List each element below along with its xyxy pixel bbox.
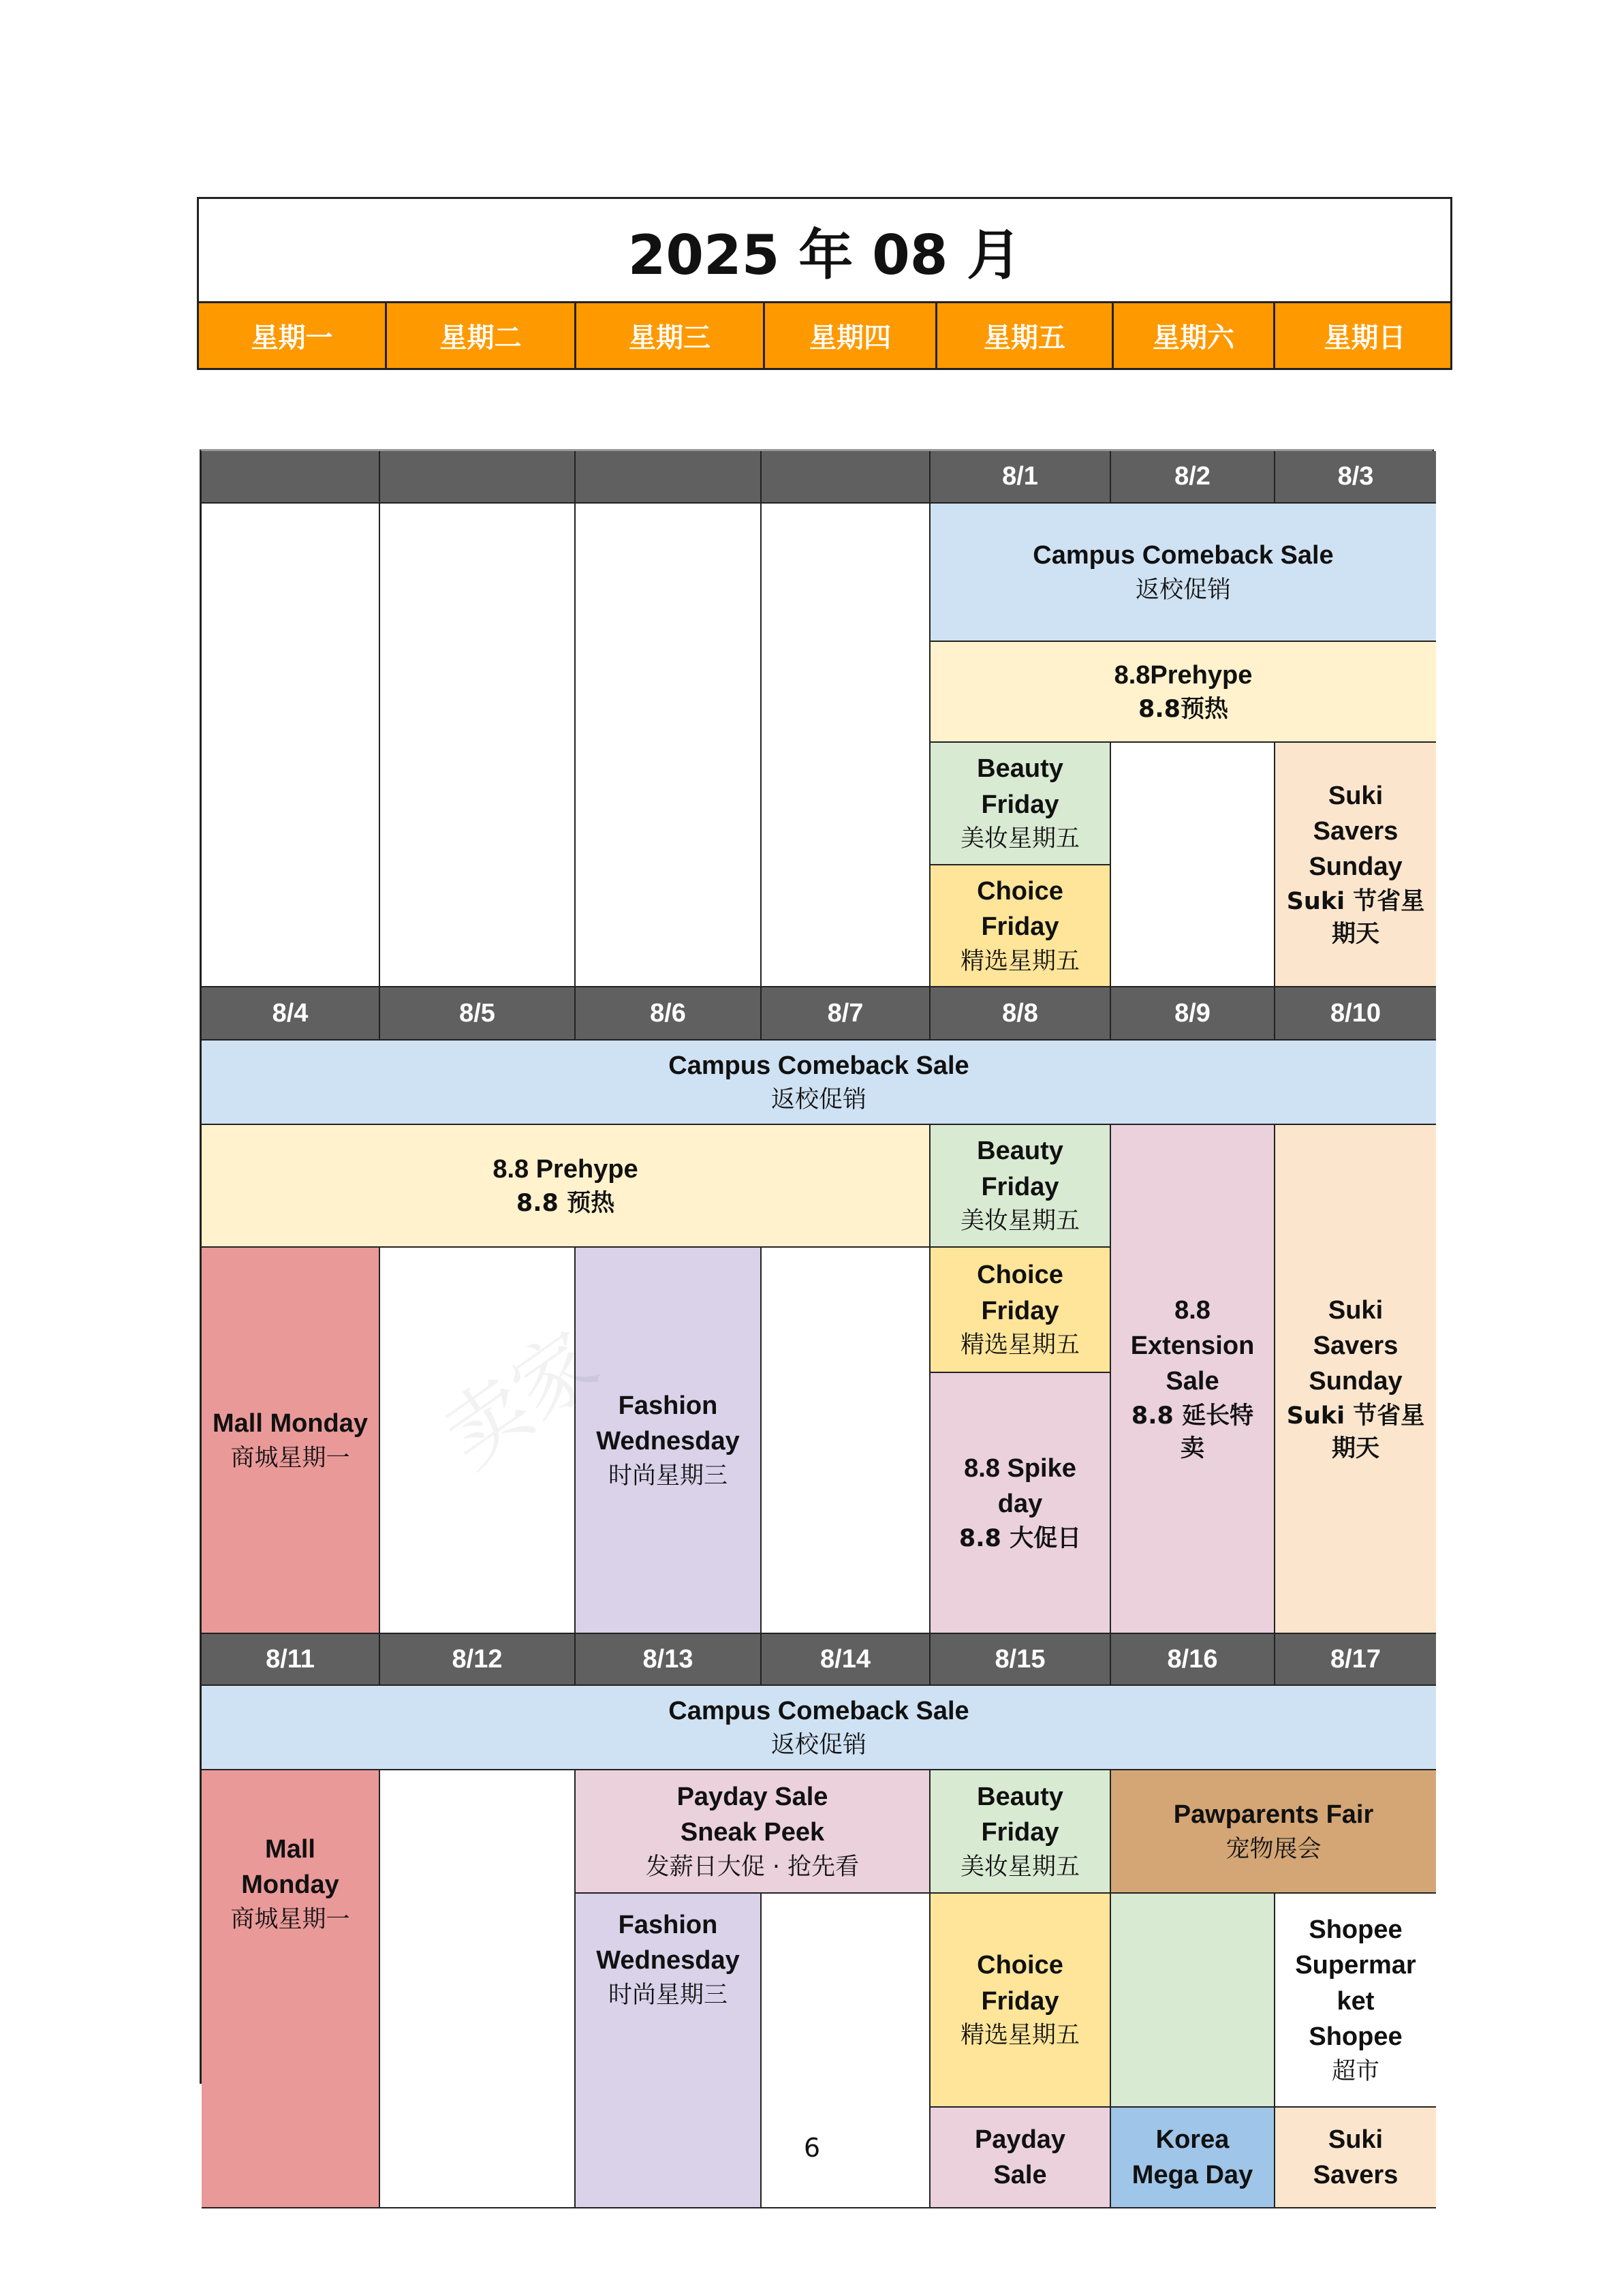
event-subtitle: 美妆星期五: [960, 825, 1080, 853]
weekday-fri: 星期五: [937, 303, 1114, 368]
event-subtitle: Suki 节省星 期天: [1286, 887, 1425, 949]
event-beauty-friday: [931, 1770, 1111, 1894]
event-title: Fashion Wednesday: [596, 1911, 740, 1975]
date-cell: 8/13: [576, 1634, 762, 1686]
weekday-thu: 星期四: [765, 303, 937, 368]
event-title: Payday Sale: [974, 2125, 1066, 2189]
event-subtitle: 8.8 大促日: [958, 1524, 1082, 1552]
date-cell: 8/4: [202, 987, 380, 1041]
calendar-grid: [200, 449, 1434, 2189]
date-cell: 8/2: [1111, 451, 1275, 504]
event-campus-comeback-sale: [931, 504, 1436, 642]
event-subtitle: 8.8预热: [1138, 696, 1228, 724]
event-payday-sneak-peek: [576, 1770, 931, 1894]
event-prehype: [931, 642, 1436, 743]
empty-green-cell: [1111, 1894, 1275, 2108]
event-subtitle: 8.8 延长特 卖: [1131, 1402, 1254, 1463]
event-subtitle: 返校促销: [770, 1731, 866, 1759]
event-mall-monday: [202, 1248, 380, 1634]
event-extension-sale: [1111, 1125, 1275, 1634]
empty-day-cell: [762, 504, 931, 987]
event-subtitle: 宠物展会: [1225, 1835, 1322, 1863]
date-cell: [576, 451, 762, 504]
event-beauty-friday: [931, 1125, 1111, 1248]
event-title: Suki Savers Sunday: [1309, 781, 1403, 882]
event-title: Mall Monday: [212, 1409, 369, 1438]
empty-day-cell: [202, 504, 380, 987]
event-pawparents-fair: [1111, 1770, 1436, 1894]
weekday-wed: 星期三: [576, 303, 765, 368]
date-cell: 8/11: [202, 1634, 380, 1686]
date-cell: 8/9: [1111, 987, 1275, 1041]
event-subtitle: 时尚星期三: [608, 1981, 728, 2009]
event-subtitle: 超市: [1331, 2057, 1379, 2085]
event-title: Beauty Friday: [977, 754, 1063, 819]
event-choice-friday: [931, 865, 1111, 987]
event-choice-friday: [931, 1248, 1111, 1373]
event-title: Fashion Wednesday: [596, 1391, 740, 1456]
event-subtitle: 返校促销: [1135, 576, 1231, 604]
date-cell: 8/8: [931, 987, 1111, 1041]
weekday-sun: 星期日: [1324, 322, 1406, 354]
event-suki-savers-sunday: [1275, 743, 1436, 987]
event-title: Shopee Supermar ket Shopee: [1295, 1915, 1416, 2052]
event-title: Beauty Friday: [977, 1137, 1063, 1201]
event-subtitle: 美妆星期五: [960, 1853, 1080, 1881]
date-cell: [762, 451, 931, 504]
date-cell: [202, 451, 380, 504]
event-subtitle: 时尚星期三: [608, 1462, 728, 1490]
event-title: Choice Friday: [977, 1261, 1063, 1325]
event-subtitle: 返校促销: [770, 1086, 866, 1114]
event-beauty-friday: [931, 743, 1111, 865]
date-cell: 8/12: [380, 1634, 576, 1686]
empty-day-cell: [762, 1248, 931, 1634]
event-title: Beauty Friday: [977, 1782, 1063, 1847]
event-subtitle: 商城星期一: [230, 1905, 350, 1933]
event-subtitle: 精选星期五: [960, 2022, 1080, 2050]
date-cell: [380, 451, 576, 504]
date-cell: 8/3: [1275, 451, 1436, 504]
empty-day-cell: [380, 504, 576, 987]
date-cell: 8/10: [1275, 987, 1436, 1041]
event-title: Mall Monday: [241, 1835, 339, 1900]
event-shopee-supermarket: [1275, 1894, 1436, 2108]
event-title: Choice Friday: [977, 1951, 1063, 2016]
event-title: 8.8 Prehype: [493, 1154, 638, 1184]
weekday-sat: 星期六: [1114, 303, 1275, 368]
event-fashion-wednesday: [576, 1248, 762, 1634]
weekday-tue: 星期二: [387, 303, 576, 368]
event-subtitle: 美妆星期五: [960, 1207, 1080, 1235]
empty-day-cell: [1111, 743, 1275, 987]
event-subtitle: 精选星期五: [960, 1331, 1080, 1359]
event-campus-comeback-sale: [202, 1686, 1436, 1770]
date-cell: 8/7: [762, 987, 931, 1041]
date-cell: 8/15: [931, 1634, 1111, 1686]
date-cell: 8/5: [380, 987, 576, 1041]
event-title: Suki Savers Sunday: [1309, 1295, 1403, 1396]
event-title: Choice Friday: [977, 876, 1063, 942]
empty-day-cell: [380, 1248, 576, 1634]
event-prehype: [202, 1125, 931, 1248]
event-title: Pawparents Fair: [1173, 1800, 1374, 1830]
event-title: Korea Mega Day: [1131, 2125, 1253, 2189]
event-title: Suki Savers: [1313, 2125, 1399, 2189]
date-cell: 8/17: [1275, 1634, 1436, 1686]
event-title: 8.8 Extension Sale: [1130, 1295, 1255, 1396]
date-cell: 8/6: [576, 987, 762, 1041]
empty-day-cell: [576, 504, 762, 987]
event-title: 8.8 Spike day: [964, 1453, 1076, 1519]
event-spike-day: [931, 1373, 1111, 1634]
event-campus-comeback-sale: [202, 1041, 1436, 1125]
event-suki-savers-sunday: [1275, 1125, 1436, 1634]
event-subtitle: 精选星期五: [960, 947, 1080, 975]
event-subtitle: 发薪日大促 · 抢先看: [645, 1853, 860, 1881]
event-title: Campus Comeback Sale: [668, 1696, 969, 1725]
event-title: Campus Comeback Sale: [668, 1051, 969, 1080]
event-choice-friday: [931, 1894, 1111, 2108]
date-cell: 8/16: [1111, 1634, 1275, 1686]
weekday-header: [197, 303, 1452, 370]
weekday-mon: 星期一: [199, 303, 387, 368]
date-cell: 8/1: [931, 451, 1111, 504]
page-number: 6: [803, 2133, 821, 2163]
event-title: Campus Comeback Sale: [1033, 541, 1334, 570]
event-title: 8.8Prehype: [1114, 660, 1253, 690]
event-subtitle: 8.8 预热: [516, 1190, 615, 1218]
event-title: Payday Sale Sneak Peek: [676, 1782, 828, 1847]
event-subtitle: 商城星期一: [230, 1444, 350, 1472]
calendar-title: 2025 年 08 月: [197, 197, 1452, 303]
date-cell: 8/14: [762, 1634, 931, 1686]
event-subtitle: Suki 节省星 期天: [1286, 1402, 1425, 1463]
